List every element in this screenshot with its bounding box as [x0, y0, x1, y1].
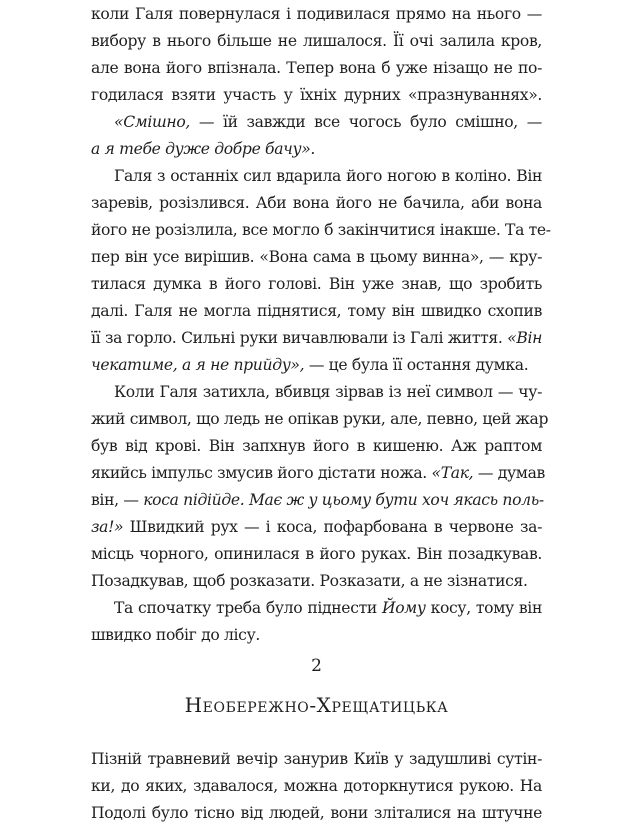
- text-line: [91, 55, 542, 82]
- text-line: [91, 460, 545, 487]
- italic-text: «Так,: [431, 464, 474, 482]
- text-line: [91, 190, 542, 217]
- line-text: Коли Галя затихла, вбивця зірвав із неї символ — чу-: [114, 383, 542, 401]
- line-text: був від крові. Він запхнув його в кишеню. Аж раптом: [91, 437, 542, 455]
- line-text: але вона його впізнала. Тепер вона б уже нізащо не по-: [91, 59, 542, 77]
- text-line: [91, 28, 542, 55]
- line-text: — їй завжди все чогось було смішно, —: [189, 113, 542, 131]
- line-text: годилася взяти участь у їхніх дурних «празнуваннях».: [91, 86, 542, 104]
- line-text: її за горло. Сильні руки вичавлювали із Галі життя.: [91, 329, 508, 347]
- line-text: місць чорного, опинилася в його руках. Він позадкував.: [91, 545, 542, 563]
- line-text: вибору в нього більше не лишалося. Її очі залила кров,: [91, 32, 542, 50]
- line-text: — це була її остання думка.: [304, 356, 529, 374]
- text-line: [91, 82, 542, 109]
- line-text: ки, до яких, здавалося, можна доторкнутися рукою. На: [91, 777, 542, 795]
- line-text: коли Галя повернулася і подивилася прямо на нього —: [91, 5, 542, 23]
- line-text: жий символ, що ледь не опікав руки, але, певно, цей жар: [91, 410, 549, 428]
- italic-text: а я тебе дуже добре бачу».: [91, 140, 316, 158]
- text-line: [91, 271, 542, 298]
- text-line: [114, 109, 542, 136]
- line-text: косу, тому він: [425, 599, 542, 617]
- line-text: пер він усе вирішив. «Вона сама в цьому винна», — кру-: [91, 248, 542, 266]
- line-text: Галя з останніх сил вдарила його ногою в коліно. Він: [114, 167, 542, 185]
- text-line: [91, 433, 542, 460]
- text-line: [91, 541, 542, 568]
- italic-text: «Смішно,: [114, 113, 190, 131]
- line-text: — думав: [473, 464, 545, 482]
- text-line: [114, 595, 542, 622]
- text-line: [91, 487, 542, 514]
- text-line: [91, 1, 542, 28]
- chapter-title: Необережно-Хрещатицька: [184, 693, 449, 717]
- line-text: Позадкував, щоб розказати. Розказати, а не зізнатися.: [91, 572, 528, 590]
- line-text: Швидкий рух — і коса, пофарбована в червоне за-: [123, 518, 542, 536]
- italic-text: коса підійде. Має ж у цьому бути хоч якась поль-: [143, 491, 544, 509]
- text-line: [91, 244, 542, 271]
- text-line: [91, 514, 542, 541]
- line-text: якийсь імпульс змусив його дістати ножа.: [91, 464, 432, 482]
- line-text: його не розізлила, все могло б закінчитися інакше. Та те-: [91, 221, 551, 239]
- text-line: [91, 298, 542, 325]
- text-line: [91, 622, 260, 649]
- line-text: далі. Галя не могла піднятися, тому він швидко схопив: [91, 302, 542, 320]
- italic-text: «Він: [507, 329, 542, 347]
- text-line: [114, 379, 542, 406]
- line-text: заревів, розізлився. Аби вона його не бачила, аби вона: [91, 194, 542, 212]
- text-line: [91, 773, 542, 800]
- italic-text: за!»: [91, 518, 124, 536]
- italic-text: Йому: [381, 599, 426, 617]
- line-text: тилася думка в його голові. Він уже знав, що зробить: [91, 275, 542, 293]
- line-text: Подолі було тісно від людей, вони зліталися на штучне: [91, 804, 542, 822]
- text-line: [91, 746, 542, 773]
- line-text: він, —: [91, 491, 144, 509]
- text-line: [91, 800, 542, 827]
- text-line: [91, 325, 542, 352]
- text-line: [91, 136, 315, 163]
- text-line: [91, 406, 549, 433]
- line-text: швидко побіг до лісу.: [91, 626, 261, 644]
- line-text: Та спочатку треба було піднести: [114, 599, 382, 617]
- text-line: [114, 163, 542, 190]
- italic-text: чекатиме, а я не прийду»,: [91, 356, 305, 374]
- line-text: Пізній травневий вечір занурив Київ у задушливі сутін-: [91, 750, 542, 768]
- text-line: [91, 568, 528, 595]
- text-line: [91, 217, 551, 244]
- text-line: [91, 352, 528, 379]
- chapter-number: 2: [311, 656, 322, 676]
